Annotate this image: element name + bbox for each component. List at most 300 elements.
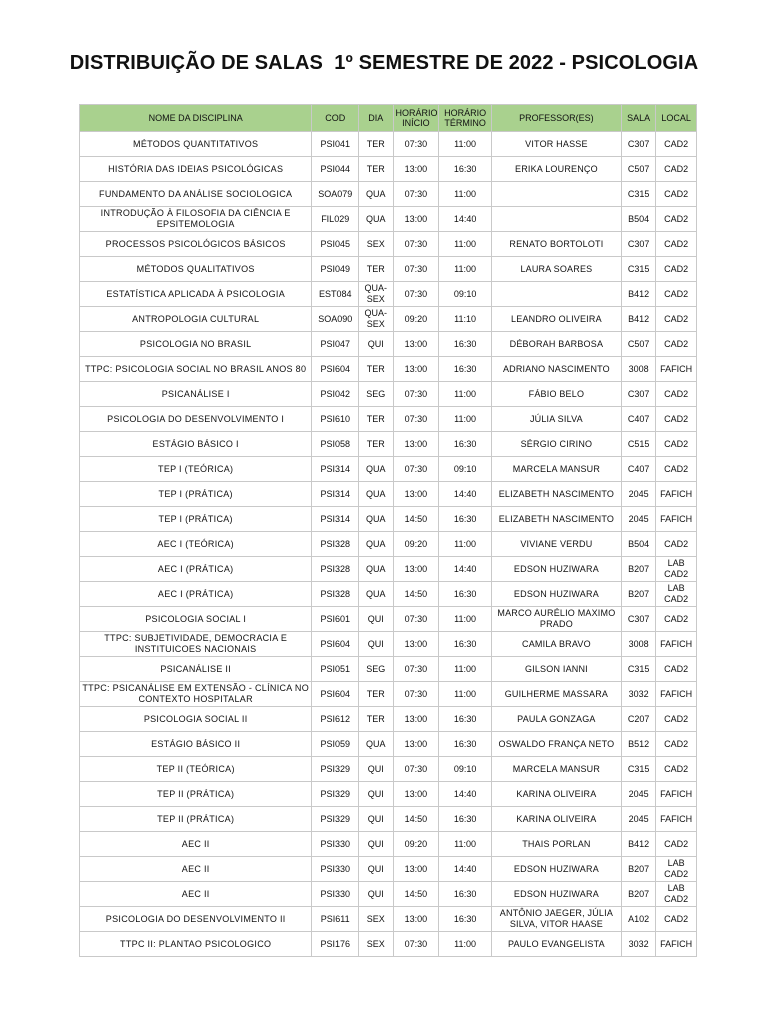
cell-cod: PSI314 <box>312 482 359 507</box>
cell-disciplina: TEP II (PRÁTICA) <box>80 782 312 807</box>
cell-professor: RENATO BORTOLOTI <box>491 232 621 257</box>
cell-inicio: 09:20 <box>393 307 439 332</box>
cell-inicio: 07:30 <box>393 132 439 157</box>
header-local: LOCAL <box>656 105 697 132</box>
cell-cod: SOA090 <box>312 307 359 332</box>
table-row <box>80 482 697 507</box>
cell-cod: PSI328 <box>312 582 359 607</box>
table-row <box>80 857 697 882</box>
cell-disciplina: ESTATÍSTICA APLICADA À PSICOLOGIA <box>80 282 312 307</box>
cell-local: CAD2 <box>656 607 697 632</box>
cell-dia: QUA <box>359 732 394 757</box>
cell-dia: TER <box>359 357 394 382</box>
cell-cod: PSI330 <box>312 832 359 857</box>
cell-local: CAD2 <box>656 707 697 732</box>
cell-professor: ANTÔNIO JAEGER, JÚLIA SILVA, VITOR HAASE <box>491 907 621 932</box>
cell-termino: 16:30 <box>439 807 492 832</box>
cell-disciplina: PSICOLOGIA SOCIAL II <box>80 707 312 732</box>
cell-inicio: 07:30 <box>393 932 439 957</box>
cell-inicio: 07:30 <box>393 457 439 482</box>
cell-sala: B412 <box>621 307 656 332</box>
cell-local: CAD2 <box>656 207 697 232</box>
cell-cod: PSI612 <box>312 707 359 732</box>
cell-termino: 16:30 <box>439 332 492 357</box>
cell-disciplina: HISTÓRIA DAS IDEIAS PSICOLÓGICAS <box>80 157 312 182</box>
cell-inicio: 14:50 <box>393 507 439 532</box>
cell-professor: DÉBORAH BARBOSA <box>491 332 621 357</box>
cell-dia: QUI <box>359 632 394 657</box>
cell-professor: EDSON HUZIWARA <box>491 582 621 607</box>
cell-dia: QUI <box>359 807 394 832</box>
cell-local: FAFICH <box>656 932 697 957</box>
cell-inicio: 07:30 <box>393 757 439 782</box>
table-row <box>80 582 697 607</box>
cell-local: CAD2 <box>656 382 697 407</box>
cell-sala: C315 <box>621 257 656 282</box>
cell-sala: B207 <box>621 882 656 907</box>
cell-disciplina: ANTROPOLOGIA CULTURAL <box>80 307 312 332</box>
cell-local: FAFICH <box>656 807 697 832</box>
cell-inicio: 07:30 <box>393 382 439 407</box>
cell-termino: 11:00 <box>439 607 492 632</box>
cell-sala: C307 <box>621 382 656 407</box>
cell-disciplina: MÉTODOS QUALITATIVOS <box>80 257 312 282</box>
header-cod: COD <box>312 105 359 132</box>
cell-termino: 16:30 <box>439 882 492 907</box>
cell-sala: C307 <box>621 607 656 632</box>
table-row <box>80 257 697 282</box>
table-row <box>80 807 697 832</box>
schedule-table <box>79 104 697 957</box>
cell-dia: TER <box>359 707 394 732</box>
cell-inicio: 13:00 <box>393 432 439 457</box>
cell-professor <box>491 282 621 307</box>
header-disciplina: NOME DA DISCIPLINA <box>80 105 312 132</box>
cell-disciplina: TTPC II: PLANTAO PSICOLOGICO <box>80 932 312 957</box>
table-body <box>80 132 697 957</box>
cell-sala: C307 <box>621 132 656 157</box>
cell-sala: B412 <box>621 282 656 307</box>
cell-disciplina: PSICOLOGIA DO DESENVOLVIMENTO II <box>80 907 312 932</box>
cell-termino: 14:40 <box>439 207 492 232</box>
table-row <box>80 457 697 482</box>
cell-local: LAB CAD2 <box>656 582 697 607</box>
cell-cod: EST084 <box>312 282 359 307</box>
table-row <box>80 732 697 757</box>
table-row <box>80 657 697 682</box>
cell-disciplina: TTPC: SUBJETIVIDADE, DEMOCRACIA E INSTITUICOES NACIONAIS <box>80 632 312 657</box>
cell-inicio: 13:00 <box>393 332 439 357</box>
cell-cod: PSI329 <box>312 807 359 832</box>
cell-professor: CAMILA BRAVO <box>491 632 621 657</box>
cell-local: LAB CAD2 <box>656 857 697 882</box>
cell-professor: PAULA GONZAGA <box>491 707 621 732</box>
cell-sala: C507 <box>621 332 656 357</box>
cell-local: CAD2 <box>656 307 697 332</box>
cell-dia: TER <box>359 257 394 282</box>
cell-professor: EDSON HUZIWARA <box>491 882 621 907</box>
cell-disciplina: AEC II <box>80 832 312 857</box>
cell-professor: PAULO EVANGELISTA <box>491 932 621 957</box>
cell-professor: LEANDRO OLIVEIRA <box>491 307 621 332</box>
table-row <box>80 207 697 232</box>
cell-sala: C507 <box>621 157 656 182</box>
cell-inicio: 13:00 <box>393 907 439 932</box>
cell-disciplina: PSICOLOGIA SOCIAL I <box>80 607 312 632</box>
cell-cod: PSI058 <box>312 432 359 457</box>
cell-professor: EDSON HUZIWARA <box>491 857 621 882</box>
cell-sala: 2045 <box>621 807 656 832</box>
cell-local: CAD2 <box>656 832 697 857</box>
cell-disciplina: TEP I (TEÓRICA) <box>80 457 312 482</box>
cell-professor: ADRIANO NASCIMENTO <box>491 357 621 382</box>
table-row <box>80 307 697 332</box>
cell-termino: 11:00 <box>439 657 492 682</box>
cell-termino: 11:00 <box>439 257 492 282</box>
cell-disciplina: AEC I (PRÁTICA) <box>80 582 312 607</box>
cell-termino: 16:30 <box>439 432 492 457</box>
cell-professor <box>491 182 621 207</box>
cell-inicio: 13:00 <box>393 157 439 182</box>
cell-local: LAB CAD2 <box>656 882 697 907</box>
cell-cod: PSI041 <box>312 132 359 157</box>
cell-cod: PSI330 <box>312 857 359 882</box>
cell-cod: PSI328 <box>312 557 359 582</box>
cell-inicio: 13:00 <box>393 857 439 882</box>
cell-dia: TER <box>359 682 394 707</box>
cell-local: CAD2 <box>656 132 697 157</box>
cell-professor: ERIKA LOURENÇO <box>491 157 621 182</box>
cell-inicio: 14:50 <box>393 882 439 907</box>
cell-cod: PSI059 <box>312 732 359 757</box>
cell-cod: PSI314 <box>312 507 359 532</box>
cell-disciplina: TEP II (TEÓRICA) <box>80 757 312 782</box>
table-row <box>80 557 697 582</box>
table-row <box>80 832 697 857</box>
cell-professor: MARCELA MANSUR <box>491 457 621 482</box>
table-row <box>80 882 697 907</box>
cell-inicio: 13:00 <box>393 632 439 657</box>
cell-sala: B512 <box>621 732 656 757</box>
cell-dia: SEG <box>359 382 394 407</box>
cell-cod: PSI610 <box>312 407 359 432</box>
cell-termino: 16:30 <box>439 582 492 607</box>
cell-professor: GUILHERME MASSARA <box>491 682 621 707</box>
cell-sala: C315 <box>621 657 656 682</box>
table-row <box>80 407 697 432</box>
cell-sala: B504 <box>621 532 656 557</box>
cell-professor: MARCELA MANSUR <box>491 757 621 782</box>
cell-inicio: 13:00 <box>393 207 439 232</box>
cell-cod: PSI329 <box>312 782 359 807</box>
cell-disciplina: FUNDAMENTO DA ANÁLISE SOCIOLOGICA <box>80 182 312 207</box>
cell-sala: C307 <box>621 232 656 257</box>
cell-inicio: 14:50 <box>393 582 439 607</box>
cell-termino: 14:40 <box>439 782 492 807</box>
cell-inicio: 07:30 <box>393 607 439 632</box>
cell-professor: KARINA OLIVEIRA <box>491 782 621 807</box>
cell-sala: C407 <box>621 407 656 432</box>
table-row <box>80 932 697 957</box>
cell-dia: QUA <box>359 557 394 582</box>
cell-sala: B207 <box>621 857 656 882</box>
cell-sala: 3008 <box>621 632 656 657</box>
cell-disciplina: TEP I (PRÁTICA) <box>80 482 312 507</box>
cell-cod: PSI329 <box>312 757 359 782</box>
cell-sala: 2045 <box>621 782 656 807</box>
cell-dia: QUA <box>359 482 394 507</box>
cell-dia: QUA-SEX <box>359 282 394 307</box>
cell-dia: TER <box>359 157 394 182</box>
cell-professor: GILSON IANNI <box>491 657 621 682</box>
cell-inicio: 13:00 <box>393 557 439 582</box>
table-row <box>80 632 697 657</box>
cell-local: CAD2 <box>656 457 697 482</box>
cell-dia: QUI <box>359 332 394 357</box>
cell-termino: 16:30 <box>439 732 492 757</box>
cell-local: CAD2 <box>656 732 697 757</box>
cell-cod: PSI328 <box>312 532 359 557</box>
cell-dia: QUA <box>359 207 394 232</box>
cell-disciplina: AEC I (PRÁTICA) <box>80 557 312 582</box>
cell-termino: 09:10 <box>439 757 492 782</box>
table-row <box>80 532 697 557</box>
cell-inicio: 14:50 <box>393 807 439 832</box>
cell-inicio: 07:30 <box>393 282 439 307</box>
cell-dia: QUA <box>359 507 394 532</box>
cell-sala: C515 <box>621 432 656 457</box>
cell-termino: 16:30 <box>439 707 492 732</box>
cell-sala: C407 <box>621 457 656 482</box>
cell-inicio: 09:20 <box>393 832 439 857</box>
header-dia: DIA <box>359 105 394 132</box>
cell-local: CAD2 <box>656 257 697 282</box>
cell-termino: 16:30 <box>439 907 492 932</box>
cell-disciplina: TEP I (PRÁTICA) <box>80 507 312 532</box>
cell-professor: THAIS PORLAN <box>491 832 621 857</box>
cell-sala: B504 <box>621 207 656 232</box>
cell-local: FAFICH <box>656 782 697 807</box>
cell-termino: 09:10 <box>439 457 492 482</box>
cell-disciplina: PSICOLOGIA DO DESENVOLVIMENTO I <box>80 407 312 432</box>
table-row <box>80 507 697 532</box>
header-sala: SALA <box>621 105 656 132</box>
cell-termino: 11:00 <box>439 132 492 157</box>
page-title: DISTRIBUIÇÃO DE SALAS 1º SEMESTRE DE 2022 - PSICOLOGIA <box>69 52 699 74</box>
cell-dia: SEX <box>359 932 394 957</box>
cell-disciplina: AEC II <box>80 857 312 882</box>
cell-inicio: 13:00 <box>393 732 439 757</box>
cell-sala: B207 <box>621 582 656 607</box>
cell-disciplina: AEC I (TEÓRICA) <box>80 532 312 557</box>
table-row <box>80 757 697 782</box>
cell-cod: SOA079 <box>312 182 359 207</box>
cell-professor: VITOR HASSE <box>491 132 621 157</box>
cell-cod: PSI176 <box>312 932 359 957</box>
cell-inicio: 07:30 <box>393 182 439 207</box>
cell-dia: QUA <box>359 582 394 607</box>
cell-dia: QUI <box>359 882 394 907</box>
cell-cod: PSI051 <box>312 657 359 682</box>
cell-termino: 11:00 <box>439 182 492 207</box>
cell-sala: A102 <box>621 907 656 932</box>
cell-cod: PSI601 <box>312 607 359 632</box>
cell-disciplina: PROCESSOS PSICOLÓGICOS BÁSICOS <box>80 232 312 257</box>
cell-dia: TER <box>359 407 394 432</box>
cell-termino: 11:00 <box>439 932 492 957</box>
cell-termino: 11:00 <box>439 682 492 707</box>
table-row <box>80 682 697 707</box>
cell-inicio: 13:00 <box>393 482 439 507</box>
cell-inicio: 13:00 <box>393 707 439 732</box>
cell-disciplina: TTPC: PSICOLOGIA SOCIAL NO BRASIL ANOS 80 <box>80 357 312 382</box>
table-header-row <box>80 105 697 132</box>
cell-professor: JÚLIA SILVA <box>491 407 621 432</box>
cell-dia: QUI <box>359 757 394 782</box>
cell-inicio: 07:30 <box>393 257 439 282</box>
cell-termino: 14:40 <box>439 857 492 882</box>
cell-dia: QUA-SEX <box>359 307 394 332</box>
table-row <box>80 782 697 807</box>
cell-inicio: 07:30 <box>393 657 439 682</box>
cell-local: FAFICH <box>656 682 697 707</box>
cell-local: FAFICH <box>656 507 697 532</box>
table-row <box>80 182 697 207</box>
cell-sala: B207 <box>621 557 656 582</box>
cell-inicio: 09:20 <box>393 532 439 557</box>
cell-cod: PSI047 <box>312 332 359 357</box>
cell-professor: KARINA OLIVEIRA <box>491 807 621 832</box>
table-row <box>80 907 697 932</box>
table-row <box>80 282 697 307</box>
cell-sala: C315 <box>621 757 656 782</box>
cell-dia: QUI <box>359 782 394 807</box>
cell-termino: 11:00 <box>439 232 492 257</box>
cell-disciplina: MÉTODOS QUANTITATIVOS <box>80 132 312 157</box>
cell-cod: PSI314 <box>312 457 359 482</box>
cell-dia: QUI <box>359 832 394 857</box>
table-row <box>80 382 697 407</box>
table-row <box>80 132 697 157</box>
cell-disciplina: PSICANÁLISE II <box>80 657 312 682</box>
table-row <box>80 157 697 182</box>
cell-professor: MARCO AURÉLIO MAXIMO PRADO <box>491 607 621 632</box>
cell-inicio: 07:30 <box>393 682 439 707</box>
cell-inicio: 13:00 <box>393 782 439 807</box>
cell-local: CAD2 <box>656 907 697 932</box>
cell-local: CAD2 <box>656 657 697 682</box>
cell-local: FAFICH <box>656 632 697 657</box>
cell-sala: 3008 <box>621 357 656 382</box>
cell-dia: SEG <box>359 657 394 682</box>
cell-cod: PSI042 <box>312 382 359 407</box>
cell-cod: PSI044 <box>312 157 359 182</box>
cell-professor: ELIZABETH NASCIMENTO <box>491 507 621 532</box>
cell-termino: 16:30 <box>439 507 492 532</box>
cell-disciplina: AEC II <box>80 882 312 907</box>
cell-dia: QUA <box>359 457 394 482</box>
cell-sala: 2045 <box>621 507 656 532</box>
table-row <box>80 607 697 632</box>
cell-sala: 3032 <box>621 682 656 707</box>
cell-dia: QUI <box>359 607 394 632</box>
cell-dia: QUI <box>359 857 394 882</box>
cell-local: CAD2 <box>656 282 697 307</box>
cell-disciplina: INTRODUÇÃO À FILOSOFIA DA CIÊNCIA E EPSITEMOLOGIA <box>80 207 312 232</box>
cell-cod: FIL029 <box>312 207 359 232</box>
cell-local: FAFICH <box>656 482 697 507</box>
table-row <box>80 357 697 382</box>
cell-termino: 14:40 <box>439 557 492 582</box>
cell-termino: 11:10 <box>439 307 492 332</box>
cell-disciplina: PSICANÁLISE I <box>80 382 312 407</box>
cell-local: CAD2 <box>656 407 697 432</box>
table-row <box>80 232 697 257</box>
table-row <box>80 432 697 457</box>
cell-sala: B412 <box>621 832 656 857</box>
cell-dia: QUA <box>359 532 394 557</box>
cell-dia: TER <box>359 132 394 157</box>
cell-cod: PSI604 <box>312 632 359 657</box>
cell-sala: C207 <box>621 707 656 732</box>
cell-disciplina: ESTÁGIO BÁSICO II <box>80 732 312 757</box>
cell-cod: PSI045 <box>312 232 359 257</box>
cell-local: LAB CAD2 <box>656 557 697 582</box>
cell-professor: ELIZABETH NASCIMENTO <box>491 482 621 507</box>
cell-dia: SEX <box>359 232 394 257</box>
cell-professor: EDSON HUZIWARA <box>491 557 621 582</box>
cell-termino: 14:40 <box>439 482 492 507</box>
cell-local: CAD2 <box>656 157 697 182</box>
cell-local: CAD2 <box>656 232 697 257</box>
cell-termino: 11:00 <box>439 832 492 857</box>
cell-professor: VIVIANE VERDU <box>491 532 621 557</box>
header-termino: HORÁRIO TÉRMINO <box>439 105 492 132</box>
cell-termino: 11:00 <box>439 382 492 407</box>
cell-cod: PSI604 <box>312 682 359 707</box>
cell-disciplina: TEP II (PRÁTICA) <box>80 807 312 832</box>
cell-inicio: 07:30 <box>393 232 439 257</box>
cell-dia: SEX <box>359 907 394 932</box>
cell-cod: PSI604 <box>312 357 359 382</box>
cell-termino: 11:00 <box>439 407 492 432</box>
cell-local: CAD2 <box>656 432 697 457</box>
cell-termino: 16:30 <box>439 632 492 657</box>
cell-cod: PSI611 <box>312 907 359 932</box>
cell-cod: PSI330 <box>312 882 359 907</box>
cell-inicio: 13:00 <box>393 357 439 382</box>
cell-local: CAD2 <box>656 182 697 207</box>
cell-inicio: 07:30 <box>393 407 439 432</box>
cell-local: FAFICH <box>656 357 697 382</box>
cell-disciplina: ESTÁGIO BÁSICO I <box>80 432 312 457</box>
cell-termino: 16:30 <box>439 157 492 182</box>
cell-professor: SÉRGIO CIRINO <box>491 432 621 457</box>
cell-termino: 09:10 <box>439 282 492 307</box>
cell-professor: LAURA SOARES <box>491 257 621 282</box>
cell-disciplina: TTPC: PSICANÁLISE EM EXTENSÃO - CLÍNICA NO CONTEXTO HOSPITALAR <box>80 682 312 707</box>
cell-professor <box>491 207 621 232</box>
cell-sala: 3032 <box>621 932 656 957</box>
cell-termino: 11:00 <box>439 532 492 557</box>
cell-dia: QUA <box>359 182 394 207</box>
cell-local: CAD2 <box>656 532 697 557</box>
header-professor: PROFESSOR(ES) <box>491 105 621 132</box>
cell-sala: 2045 <box>621 482 656 507</box>
cell-local: CAD2 <box>656 757 697 782</box>
cell-professor: FÁBIO BELO <box>491 382 621 407</box>
cell-disciplina: PSICOLOGIA NO BRASIL <box>80 332 312 357</box>
